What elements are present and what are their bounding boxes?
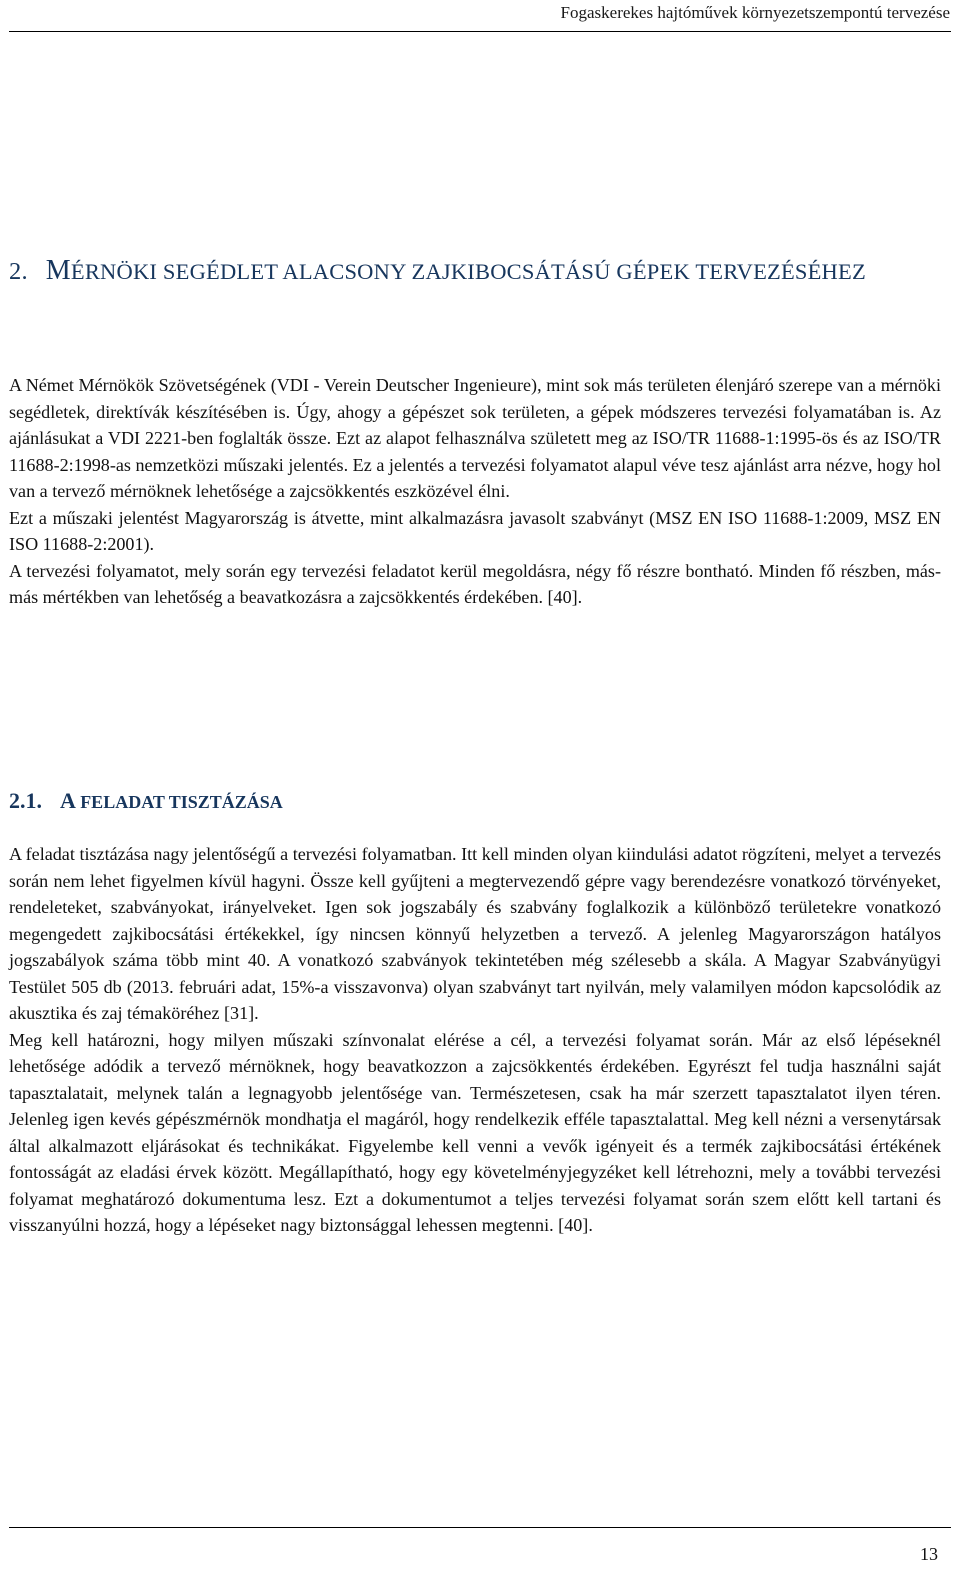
section-body: [9, 841, 941, 1239]
section-title-initial: A: [60, 788, 75, 813]
running-header: Fogaskerekes hajtóművek környezetszempontú tervezése: [560, 3, 950, 22]
section-number: 2.1.: [9, 788, 42, 813]
paragraph: A feladat tisztázása nagy jelentőségű a tervezési folyamatban. Itt kell minden olyan kiindulási adatot rögzíteni, melyet a tervezés során nem lehet figyelmen kívül hagyni. Össze kell gyűjteni a megtervezendő gépre vagy berendezésre vonatkozó törvényeket, rendeleteket, szabványokat, irányelveket. Igen sok jogszabály és szabvány foglalkozik a különböző területekre vonatkozó megengedett zajkibocsátási értékekkel, így nincsen könnyű helyzetben a tervező. A jelenleg Magyarországon hatályos jogszabályok száma több mint 40. A vonatkozó szabványok tekintetében még szélesebb a skála. A Magyar Szabványügyi Testület 505 db (2013. februári adat, 15%-a visszavonva) olyan szabványt tart nyilván, mely valamilyen módon kapcsolódik az akusztika és zaj témaköréhez [31].: [9, 844, 941, 1023]
footer-divider: [9, 1527, 951, 1528]
paragraph: Meg kell határozni, hogy milyen műszaki színvonalat elérése a cél, a tervezési folyamat során. Már az első lépéseknél lehetősége adódik a tervező mérnöknek, hogy beavatkozzon a zajcsökkentés érdekében. Egyrészt fel tudja használni saját tapasztalatait, melynek talán a legnagyobb jelentősége van. Természetesen, csak ha már szerzett tapasztalatot ilyen téren. Jelenleg igen kevés gépészmérnök mondhatja el magáról, hogy rendelkezik efféle tapasztalattal. Meg kell nézni a versenytársak által alkalmazott eljárásokat és technikákat. Figyelembe kell venni a vevők igényeit és a termék zajkibocsátási értékének fontosságát az eladási érvek között. Megállapítható, hogy egy követelményjegyzéket kell létrehozni, mely a további tervezési folyamat meghatározó dokumentuma lesz. Ezt a dokumentumot a teljes tervezési folyamat során szem előtt kell tartani és visszanyúlni hozzá, hogy a lépéseket nagy biztonsággal lehessen megtenni. [40].: [9, 1029, 941, 1235]
section-title: FELADAT TISZTÁZÁSA: [80, 792, 283, 812]
chapter-title-initial: M: [45, 255, 71, 286]
paragraph: A Német Mérnökök Szövetségének (VDI - Verein Deutscher Ingenieure), mint sok más területen élenjáró szerepe van a mérnöki segédletek, direktívák készítésében is. Úgy, ahogy a gépészet sok területen, a gépek módszeres tervezési folyamatában is. Az ajánlásukat a VDI 2221-ben foglalták össze. Ezt az alapot felhasználva született meg az ISO/TR 11688-1:1995-ös és az ISO/TR 11688-2:1998-as nemzetközi műszaki jelentés. Ez a jelentés a tervezési folyamatot alapul véve tesz ajánlást arra nézve, hogy hol van a tervező mérnöknek lehetősége a zajcsökkentés eszközével élni.: [9, 375, 941, 501]
section-heading: [9, 786, 283, 817]
page-number: 13: [920, 1544, 938, 1564]
header-divider: [9, 31, 951, 32]
chapter-body: [9, 372, 941, 611]
paragraph: Ezt a műszaki jelentést Magyarország is átvette, mint alkalmazásra javasolt szabványt (MSZ EN ISO 11688-1:2009, MSZ EN ISO 11688-2:2001).: [9, 507, 941, 554]
paragraph: A tervezési folyamatot, mely során egy tervezési feladatot kerül megoldásra, négy fő részre bontható. Minden fő részben, más-más mértékben van lehetőség a beavatkozásra a zajcsökkentés érdekében. [40].: [9, 560, 941, 607]
chapter-heading: [9, 251, 949, 292]
chapter-number: 2.: [9, 258, 28, 285]
chapter-title: ÉRNÖKI SEGÉDLET ALACSONY ZAJKIBOCSÁTÁSÚ GÉPEK TERVEZÉSÉHEZ: [70, 259, 866, 284]
